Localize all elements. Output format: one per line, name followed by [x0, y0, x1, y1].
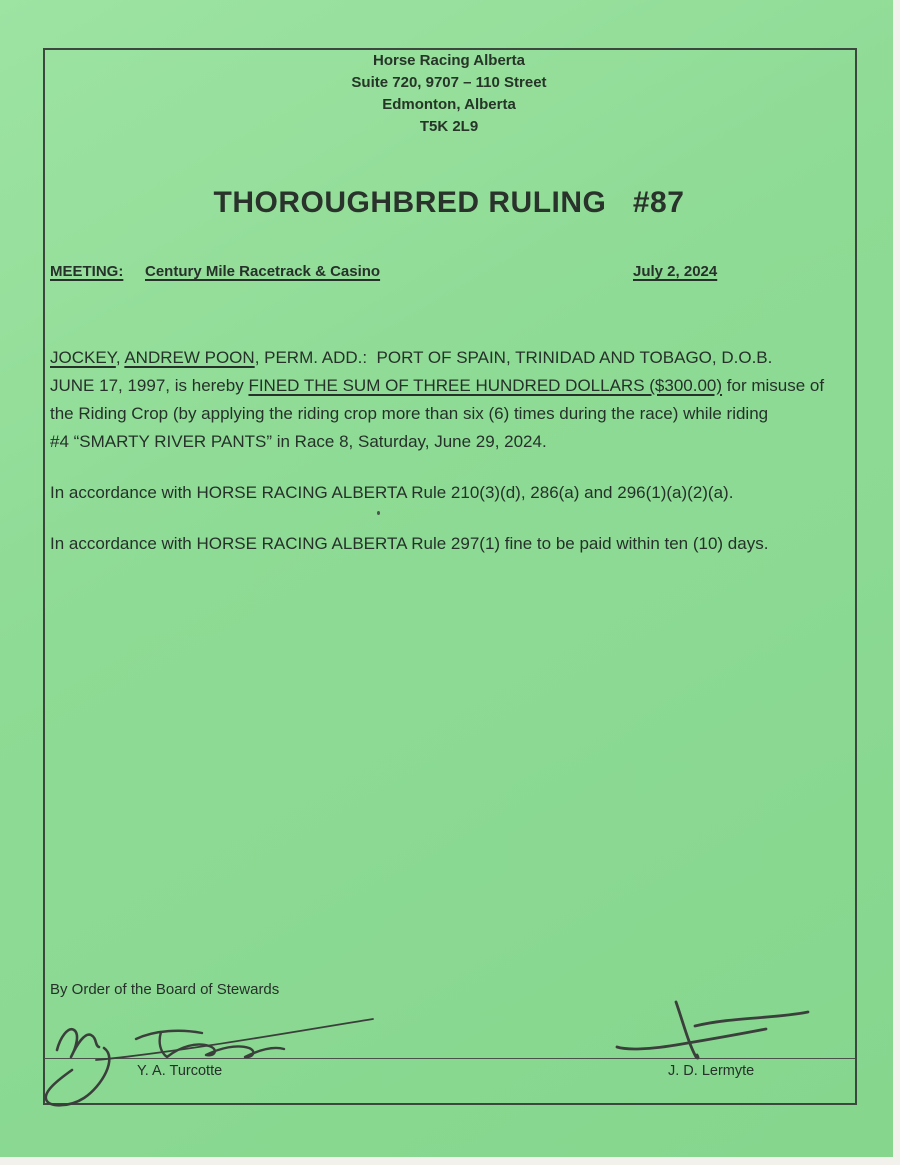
signatory-name-right: J. D. Lermyte — [668, 1063, 755, 1079]
org-name: Horse Racing Alberta — [373, 52, 525, 69]
document-title: THOROUGHBRED RULING #87 — [213, 186, 685, 219]
meeting-label: MEETING: — [50, 263, 124, 280]
rule-reference-2: In accordance with HORSE RACING ALBERTA Rule 297(1) fine to be paid within ten (10) days. — [50, 534, 769, 553]
letterhead — [43, 50, 855, 138]
org-city: Edmonton, Alberta — [382, 96, 516, 113]
signature-line — [44, 1058, 855, 1059]
ruling-line-4: #4 “SMARTY RIVER PANTS” in Race 8, Saturday, June 29, 2024. — [50, 432, 547, 451]
fine-amount: FINED THE SUM OF THREE HUNDRED DOLLARS ($300.00) — [248, 376, 723, 395]
ruling-paragraph — [50, 344, 862, 456]
meeting-value: Century Mile Racetrack & Casino — [145, 263, 381, 280]
rule-reference-1: In accordance with HORSE RACING ALBERTA Rule 210(3)(d), 286(a) and 296(1)(a)(2)(a). — [50, 483, 734, 502]
ruling-line-3: the Riding Crop (by applying the riding crop more than six (6) times during the race) while riding — [50, 404, 769, 423]
jockey-name: ANDREW POON — [124, 348, 255, 367]
org-address: Suite 720, 9707 – 110 Street — [351, 74, 547, 91]
scan-speck — [377, 511, 380, 515]
ruling-line-2: JUNE 17, 1997, is hereby FINED THE SUM OF THREE HUNDRED DOLLARS ($300.00) for misuse of — [50, 376, 825, 395]
by-order-text: By Order of the Board of Stewards — [50, 981, 280, 998]
ruling-line-1: JOCKEY, ANDREW POON, PERM. ADD.: PORT OF SPAIN, TRINIDAD AND TOBAGO, D.O.B. — [50, 348, 773, 367]
org-postal-code: T5K 2L9 — [419, 118, 479, 135]
signatory-name-left: Y. A. Turcotte — [137, 1063, 223, 1079]
meeting-date: July 2, 2024 — [633, 263, 718, 280]
jockey-term: JOCKEY — [50, 348, 116, 367]
